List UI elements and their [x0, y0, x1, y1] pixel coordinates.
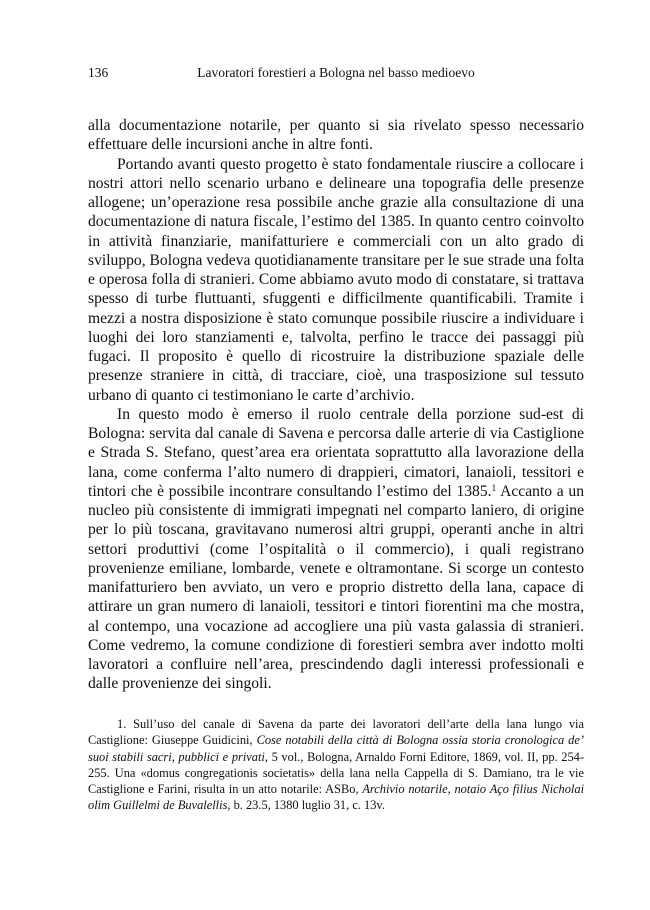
page-number: 136 — [88, 65, 109, 80]
paragraph-3-part-b: Accanto a un nucleo più consistente di immigrati impegnati nel comparto laniero, di origine per lo più toscana, gravitavano numerosi altri gruppi, operanti anche in altri settori produttivi (come l’ospitalità o il commercio), i quali registrano provenienze emiliane, lombarde, venete e oltramontane. Si scorge un contesto manifatturiero ben avviato, un vero e proprio distretto della lana, capace di attirare un gran numero di lanaioli, tessitori e tintori fiorentini ma che mostra, al contempo, una vocazione ad accogliere una più vasta galassia di stranieri. Come vedremo, la comune condizione di forestieri sembra aver indotto molti lavoratori a confluire nell’area, prescindendo dagli interessi professionali e dalle provenienze dei singoli. — [88, 482, 584, 693]
body-text — [88, 116, 584, 694]
page-header — [88, 63, 584, 83]
footnote-1 — [88, 716, 584, 814]
footnote-work-title-1: Cose notabili della città di Bologna ossia storia cronologica de’ suoi stabili sacri, pubblici e privati — [88, 733, 584, 764]
footnote-text-3: , b. 23.5, 1380 luglio 31, c. 13v. — [227, 798, 385, 813]
footnote-reference[interactable]: 1 — [491, 483, 497, 494]
paragraph-2: Portando avanti questo progetto è stato fondamentale riuscire a collocare i nostri attori nello scenario urbano e delineare una topografia delle presenze allogene; un’operazione resa possibile anche grazie alla consultazione di una documentazione di natura fiscale, l’estimo del 1385. In quanto centro coinvolto in attività finanziarie, manifatturiere e commerciali con un alto grado di sviluppo, Bologna vedeva quotidianamente transitare per le sue strade una folta e operosa folla di stranieri. Come abbiamo avuto modo di constatare, si trattava spesso di turbe fluttuanti, sfuggenti e difficilmente quantificabili. Tramite i mezzi a nostra disposizione è stato comunque possibile riuscire a individuare i luoghi dei loro stanziamenti e, talvolta, perfino le tracce dei passaggi più fugaci. Il proposito è quello di ricostruire la distribuzione spaziale delle presenze straniere in città, di tracciare, cioè, una trasposizione sul tessuto urbano di quanto ci testimoniano le carte d’archivio. — [88, 155, 584, 404]
paragraph-3 — [88, 405, 584, 694]
paragraph-3-part-a: In questo modo è emerso il ruolo centrale della porzione sud-est di Bologna: servita dal canale di Savena e percorsa dalle arterie di via Castiglione e Strada S. Stefano, quest’area era orientata soprattutto alla lavorazione della lana, come conferma l’alto numero di drappieri, cimatori, lanaioli, tessitori e tintori che è possibile incontrare consultando l’estimo del 1385. — [88, 405, 584, 500]
paragraph-1: alla documentazione notarile, per quanto si sia rivelato spesso necessario effettuare delle incursioni anche in altre fonti. — [88, 117, 584, 154]
footnote-text-1: 1. Sull’uso del canale di Savena da parte dei lavoratori dell’arte della lana lungo via Castiglione: Giuseppe Guidicini, — [88, 717, 584, 748]
footnote-text-2: , 5 vol., Bologna, Arnaldo Forni Editore, 1869, vol. II, pp. 254-255. Una «domus congregationis societatis» della lana nella Cappella di S. Damiano, tra le vie Castiglione e Farini, risulta in un atto notarile: ASBo, — [88, 749, 584, 797]
footnote-work-title-2: Archivio notarile, notaio Aço filius Nicholai olim Guillelmi de Buvalellis — [88, 782, 585, 813]
running-title: Lavoratori forestieri a Bologna nel basso medioevo — [197, 65, 475, 80]
